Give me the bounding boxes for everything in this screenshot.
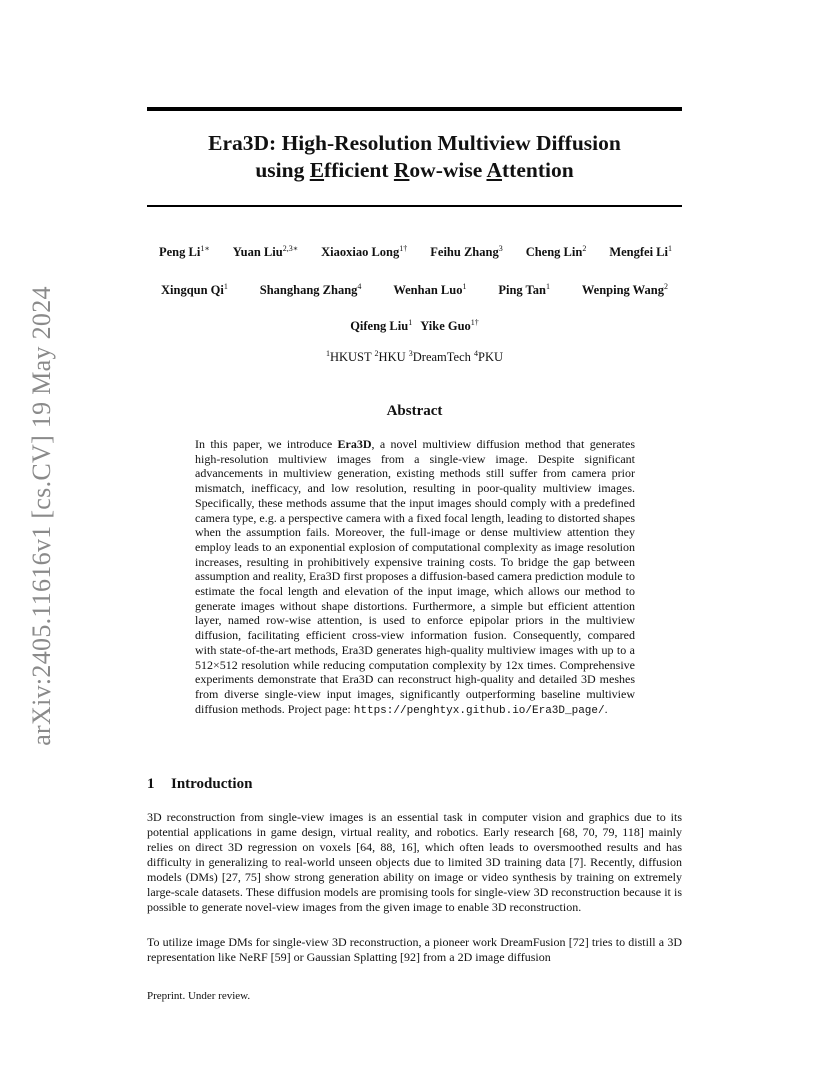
author: Feihu Zhang$^3$ <box>430 244 503 260</box>
author-row-2 <box>147 282 682 298</box>
author: Yuan Liu$^{2,3∗}$ <box>232 244 299 260</box>
section-title: Introduction <box>171 776 253 792</box>
author: Wenhan Luo$^1$ <box>393 282 467 298</box>
author: Mengfei Li$^1$ <box>609 244 672 260</box>
abstract-body: In this paper, we introduce Era3D, a novel multiview diffusion method that generates high-resolution multiview images from a single-view image. Despite significant advancements in multiview generation, existing methods still suffer from camera prior mismatch, inefficacy, and low resolution, resulting in poor-quality multiview images. Specifically, these methods assume that the input images should comply with a predefined camera type, e.g. a perspective camera with a fixed focal length, leading to distorted shapes when the assumption fails. Moreover, the full-image or dense multiview attention they employ leads to an exponential explosion of computational complexity as image resolution increases, resulting in prohibitively expensive training costs. To bridge the gap between assumption and reality, Era3D first proposes a diffusion-based camera prediction module to estimate the focal length and elevation of the input image, which allows our method to generate images without shape distortions. Furthermore, a simple but efficient attention layer, named row-wise attention, is used to enforce epipolar priors in the multiview diffusion, facilitating efficient cross-view information fusion. Consequently, compared with state-of-the-art methods, Era3D generates high-quality multiview images with up to a 512×512 resolution while reducing computation complexity by 12x times. Comprehensive experiments demonstrate that Era3D can reconstruct high-quality and detailed 3D meshes from diverse single-view input images, significantly outperforming baseline multiview diffusion methods. Project page: https://penghtyx.github.io/Era3D_page/. <box>195 437 635 717</box>
project-page-link[interactable]: https://penghtyx.github.io/Era3D_page/ <box>353 704 605 717</box>
author: Yike Guo$^{1\dagger}$ <box>420 318 479 334</box>
title-line-1: Era3D: High-Resolution Multiview Diffusion <box>208 131 621 155</box>
author-row-3 <box>147 318 682 334</box>
author: Cheng Lin$^2$ <box>525 244 587 260</box>
title-bottom-rule <box>147 205 682 207</box>
author: Xingqun Qi$^1$ <box>161 282 228 298</box>
author-row-1 <box>147 244 682 260</box>
arxiv-watermark-text: arXiv:2405.11616v1 [cs.CV] 19 May 2024 <box>27 286 56 746</box>
section-number: 1 <box>147 776 155 792</box>
author: Peng $Li^{1∗}$ <box>159 244 210 260</box>
affiliations: $^1$HKUST $^2$HKU $^3$DreamTech $^4$PKU <box>325 349 504 365</box>
paragraph: To utilize image DMs for single-view 3D reconstruction, a pioneer work DreamFusion [72] tries to distill a 3D representation like NeRF [59] or Gaussian Splatting [92] from a 2D image diffusion <box>147 935 682 964</box>
abstract-heading: Abstract <box>386 403 443 419</box>
preprint-footer: Preprint. Under review. <box>147 990 251 1002</box>
section-heading <box>147 776 252 793</box>
author: Qifeng Liu$^1$ <box>350 318 413 334</box>
author: Shanghang Zhang$^4$ <box>259 282 362 298</box>
title-line-2: using Efficient Row-wise Attention <box>255 158 574 182</box>
paragraph: 3D reconstruction from single-view images is an essential task in computer vision and graphics due to its potential applications in game design, virtual reality, and robotics. Early research [68, 70, 79, 118] mainly relies on direct 3D regression on voxels [64, 88, 16], which often leads to oversmoothed results and has difficulty in generalizing to real-world unseen objects due to limited 3D training data [7]. Recently, diffusion models (DMs) [27, 75] show strong generation ability on image or video synthesis by training on extremely large-scale datasets. These diffusion models are promising tools for single-view 3D reconstruction because it is possible to generate novel-view images from the given image to enable 3D reconstruction. <box>147 810 682 914</box>
author: Xiaoxiao Long$^{1\dagger}$ <box>321 244 408 260</box>
author: Ping Tan$^1$ <box>498 282 550 298</box>
title-top-rule <box>147 107 682 111</box>
author: Wenping Wang$^2$ <box>581 282 668 298</box>
paper-title <box>147 130 682 184</box>
